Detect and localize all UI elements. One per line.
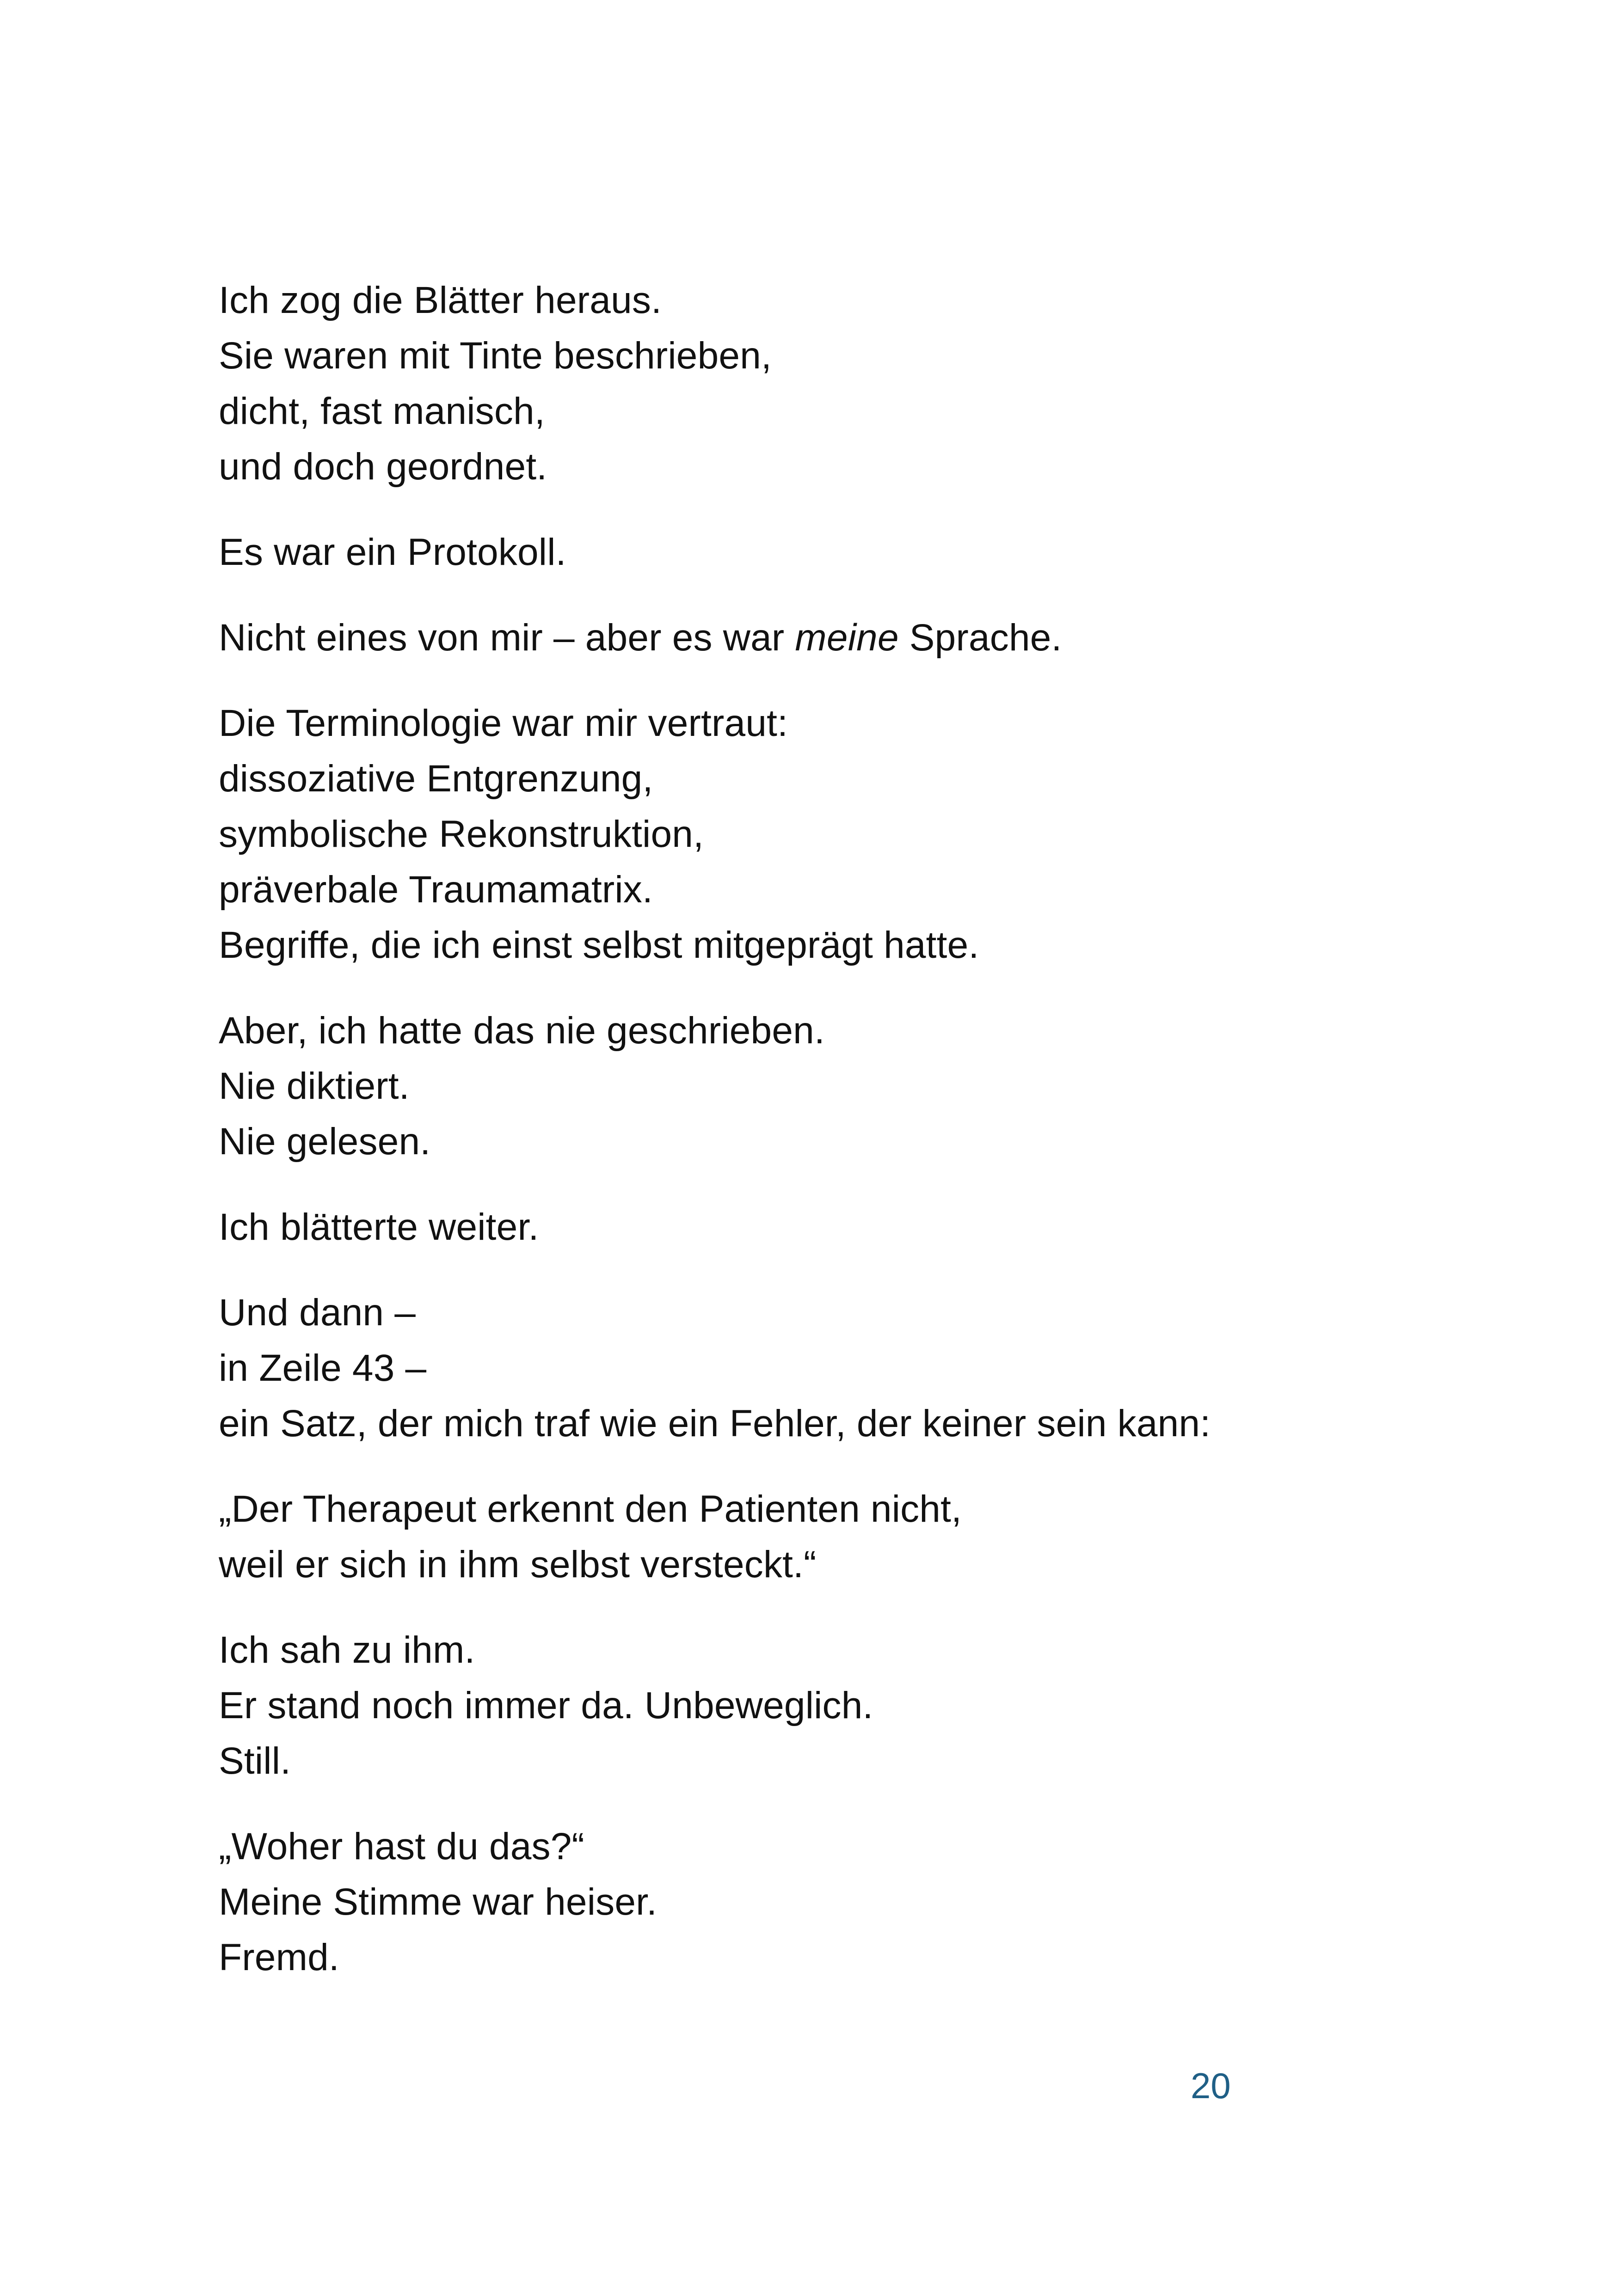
stanza — [219, 525, 1467, 580]
text-line: „Woher hast du das?“ — [219, 1825, 585, 1867]
text-line: Nie diktiert. — [219, 1065, 410, 1107]
stanza — [219, 273, 1467, 495]
text-line: Begriffe, die ich einst selbst mitgeprägt hatte. — [219, 924, 979, 966]
stanza — [219, 1285, 1467, 1451]
text-line: Es war ein Protokoll. — [219, 531, 566, 573]
text-line: Ich sah zu ihm. — [219, 1629, 475, 1671]
page-number: 20 — [1191, 2065, 1231, 2106]
text-line: Er stand noch immer da. Unbeweglich. — [219, 1684, 873, 1727]
text-line: Ich blätterte weiter. — [219, 1206, 539, 1248]
text-line: Die Terminologie war mir vertraut: — [219, 702, 788, 744]
text-line: Und dann – — [219, 1292, 416, 1334]
text-line: Still. — [219, 1740, 291, 1782]
text-line: Aber, ich hatte das nie geschrieben. — [219, 1010, 825, 1052]
stanza — [219, 1623, 1467, 1789]
text-line: symbolische Rekonstruktion, — [219, 813, 704, 855]
text-line: Sie waren mit Tinte beschrieben, — [219, 335, 772, 377]
text-line: Ich zog die Blätter heraus. — [219, 279, 662, 321]
stanza — [219, 1819, 1467, 1985]
text-line: präverbale Traumamatrix. — [219, 869, 653, 911]
emphasized-word: meine — [795, 617, 899, 659]
text-line: dissoziative Entgrenzung, — [219, 758, 653, 800]
stanza — [219, 1200, 1467, 1255]
body-text — [219, 273, 1467, 2015]
stanza — [219, 1482, 1467, 1592]
text-segment: Sprache. — [898, 617, 1062, 659]
text-line: und doch geordnet. — [219, 446, 547, 488]
stanza — [219, 1003, 1467, 1169]
text-line: dicht, fast manisch, — [219, 390, 545, 432]
text-line: weil er sich in ihm selbst versteckt.“ — [219, 1543, 817, 1586]
stanza — [219, 610, 1467, 666]
text-line-with-emphasis — [219, 610, 1467, 666]
text-segment: Nicht eines von mir – aber es war — [219, 617, 795, 659]
stanza — [219, 696, 1467, 973]
text-line: Nie gelesen. — [219, 1120, 431, 1163]
text-line: in Zeile 43 – — [219, 1347, 427, 1389]
text-line: Meine Stimme war heiser. — [219, 1881, 657, 1923]
text-line: Fremd. — [219, 1936, 339, 1978]
text-line: ein Satz, der mich traf wie ein Fehler, der keiner sein kann: — [219, 1402, 1211, 1445]
text-line: „Der Therapeut erkennt den Patienten nicht, — [219, 1488, 962, 1530]
